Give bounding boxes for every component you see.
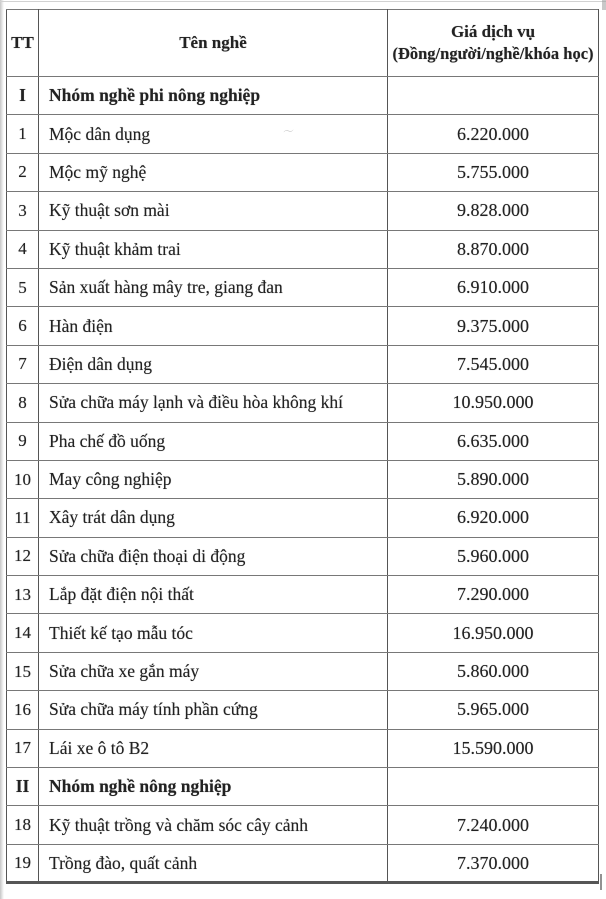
row-index-cell: I	[7, 77, 39, 115]
table-row	[7, 345, 599, 383]
job-name-cell: Sửa chữa máy lạnh và điều hòa không khí	[39, 384, 388, 422]
job-name-cell: Sửa chữa xe gắn máy	[39, 652, 388, 690]
row-index-cell: 8	[7, 384, 39, 422]
job-name-cell: Kỹ thuật trồng và chăm sóc cây cảnh	[39, 806, 388, 844]
price-cell	[388, 77, 599, 115]
table-row	[7, 652, 599, 690]
section-name-cell: Nhóm nghề phi nông nghiệp	[39, 77, 388, 115]
table-row	[7, 576, 599, 614]
price-cell: 9.375.000	[388, 307, 599, 345]
job-name-cell: Hàn điện	[39, 307, 388, 345]
row-index-cell: 16	[7, 691, 39, 729]
table-row	[7, 614, 599, 652]
price-cell: 7.545.000	[388, 345, 599, 383]
price-cell: 9.828.000	[388, 192, 599, 230]
table-row	[7, 384, 599, 422]
job-name-cell: Pha chế đồ uống	[39, 422, 388, 460]
section-row-non-agriculture	[7, 77, 599, 115]
table-row	[7, 307, 599, 345]
table-row	[7, 153, 599, 191]
price-cell: 7.370.000	[388, 844, 599, 882]
price-cell: 5.860.000	[388, 652, 599, 690]
row-index-cell: 3	[7, 192, 39, 230]
section-row-agriculture	[7, 768, 599, 806]
job-name-cell: Mộc dân dụng	[39, 115, 388, 153]
job-name-cell: Mộc mỹ nghệ	[39, 153, 388, 191]
row-index-cell: 14	[7, 614, 39, 652]
table-row	[7, 806, 599, 844]
header-tt: TT	[7, 10, 39, 77]
price-cell: 16.950.000	[388, 614, 599, 652]
scan-edge-left	[0, 0, 4, 899]
table-header-row	[7, 10, 599, 77]
row-index-cell: 9	[7, 422, 39, 460]
row-index-cell: 5	[7, 268, 39, 306]
row-index-cell: 6	[7, 307, 39, 345]
row-index-cell: 2	[7, 153, 39, 191]
row-index-cell: 19	[7, 844, 39, 882]
scan-edge-top	[0, 1, 606, 2]
price-cell: 5.755.000	[388, 153, 599, 191]
row-index-cell: 18	[7, 806, 39, 844]
row-index-cell: II	[7, 768, 39, 806]
job-name-cell: Xây trát dân dụng	[39, 499, 388, 537]
price-cell: 6.910.000	[388, 268, 599, 306]
row-index-cell: 7	[7, 345, 39, 383]
table-row	[7, 115, 599, 153]
table-row	[7, 844, 599, 882]
vocational-price-table	[6, 9, 599, 884]
job-name-cell: Trồng đào, quất cảnh	[39, 844, 388, 882]
price-cell: 15.590.000	[388, 729, 599, 767]
price-cell: 10.950.000	[388, 384, 599, 422]
row-index-cell: 17	[7, 729, 39, 767]
job-name-cell: Sửa chữa điện thoại di động	[39, 537, 388, 575]
price-cell: 5.965.000	[388, 691, 599, 729]
price-cell: 7.240.000	[388, 806, 599, 844]
header-gia-dich-vu	[388, 10, 599, 77]
table-row	[7, 422, 599, 460]
table-row	[7, 499, 599, 537]
price-cell: 8.870.000	[388, 230, 599, 268]
table-row	[7, 729, 599, 767]
row-index-cell: 4	[7, 230, 39, 268]
scan-corner-mark	[602, 0, 606, 10]
job-name-cell: Sản xuất hàng mây tre, giang đan	[39, 268, 388, 306]
row-index-cell: 12	[7, 537, 39, 575]
job-name-cell: Kỹ thuật sơn mài	[39, 192, 388, 230]
job-name-cell: Lắp đặt điện nội thất	[39, 576, 388, 614]
price-cell: 6.920.000	[388, 499, 599, 537]
price-cell	[388, 768, 599, 806]
table-row	[7, 268, 599, 306]
price-cell: 6.220.000	[388, 115, 599, 153]
job-name-cell: May công nghiệp	[39, 460, 388, 498]
price-header-unit: (Đồng/người/nghề/khóa học)	[392, 44, 594, 64]
table-row	[7, 230, 599, 268]
row-index-cell: 11	[7, 499, 39, 537]
row-index-cell: 10	[7, 460, 39, 498]
row-index-cell: 13	[7, 576, 39, 614]
price-cell: 5.960.000	[388, 537, 599, 575]
price-cell: 5.890.000	[388, 460, 599, 498]
header-ten-nghe: Tên nghề	[39, 10, 388, 77]
job-name-cell: Sửa chữa máy tính phần cứng	[39, 691, 388, 729]
price-cell: 7.290.000	[388, 576, 599, 614]
price-cell: 6.635.000	[388, 422, 599, 460]
section-name-cell: Nhóm nghề nông nghiệp	[39, 768, 388, 806]
job-name-cell: Điện dân dụng	[39, 345, 388, 383]
row-index-cell: 15	[7, 652, 39, 690]
scan-smudge-artifact: 〜	[282, 125, 297, 139]
table-row	[7, 192, 599, 230]
row-index-cell: 1	[7, 115, 39, 153]
table-row	[7, 460, 599, 498]
job-name-cell: Thiết kế tạo mẫu tóc	[39, 614, 388, 652]
job-name-cell: Lái xe ô tô B2	[39, 729, 388, 767]
job-name-cell: Kỹ thuật khảm trai	[39, 230, 388, 268]
table-row	[7, 691, 599, 729]
table-row	[7, 537, 599, 575]
scan-bottom-right-mark	[600, 874, 602, 890]
price-header-title: Giá dịch vụ	[450, 22, 536, 42]
